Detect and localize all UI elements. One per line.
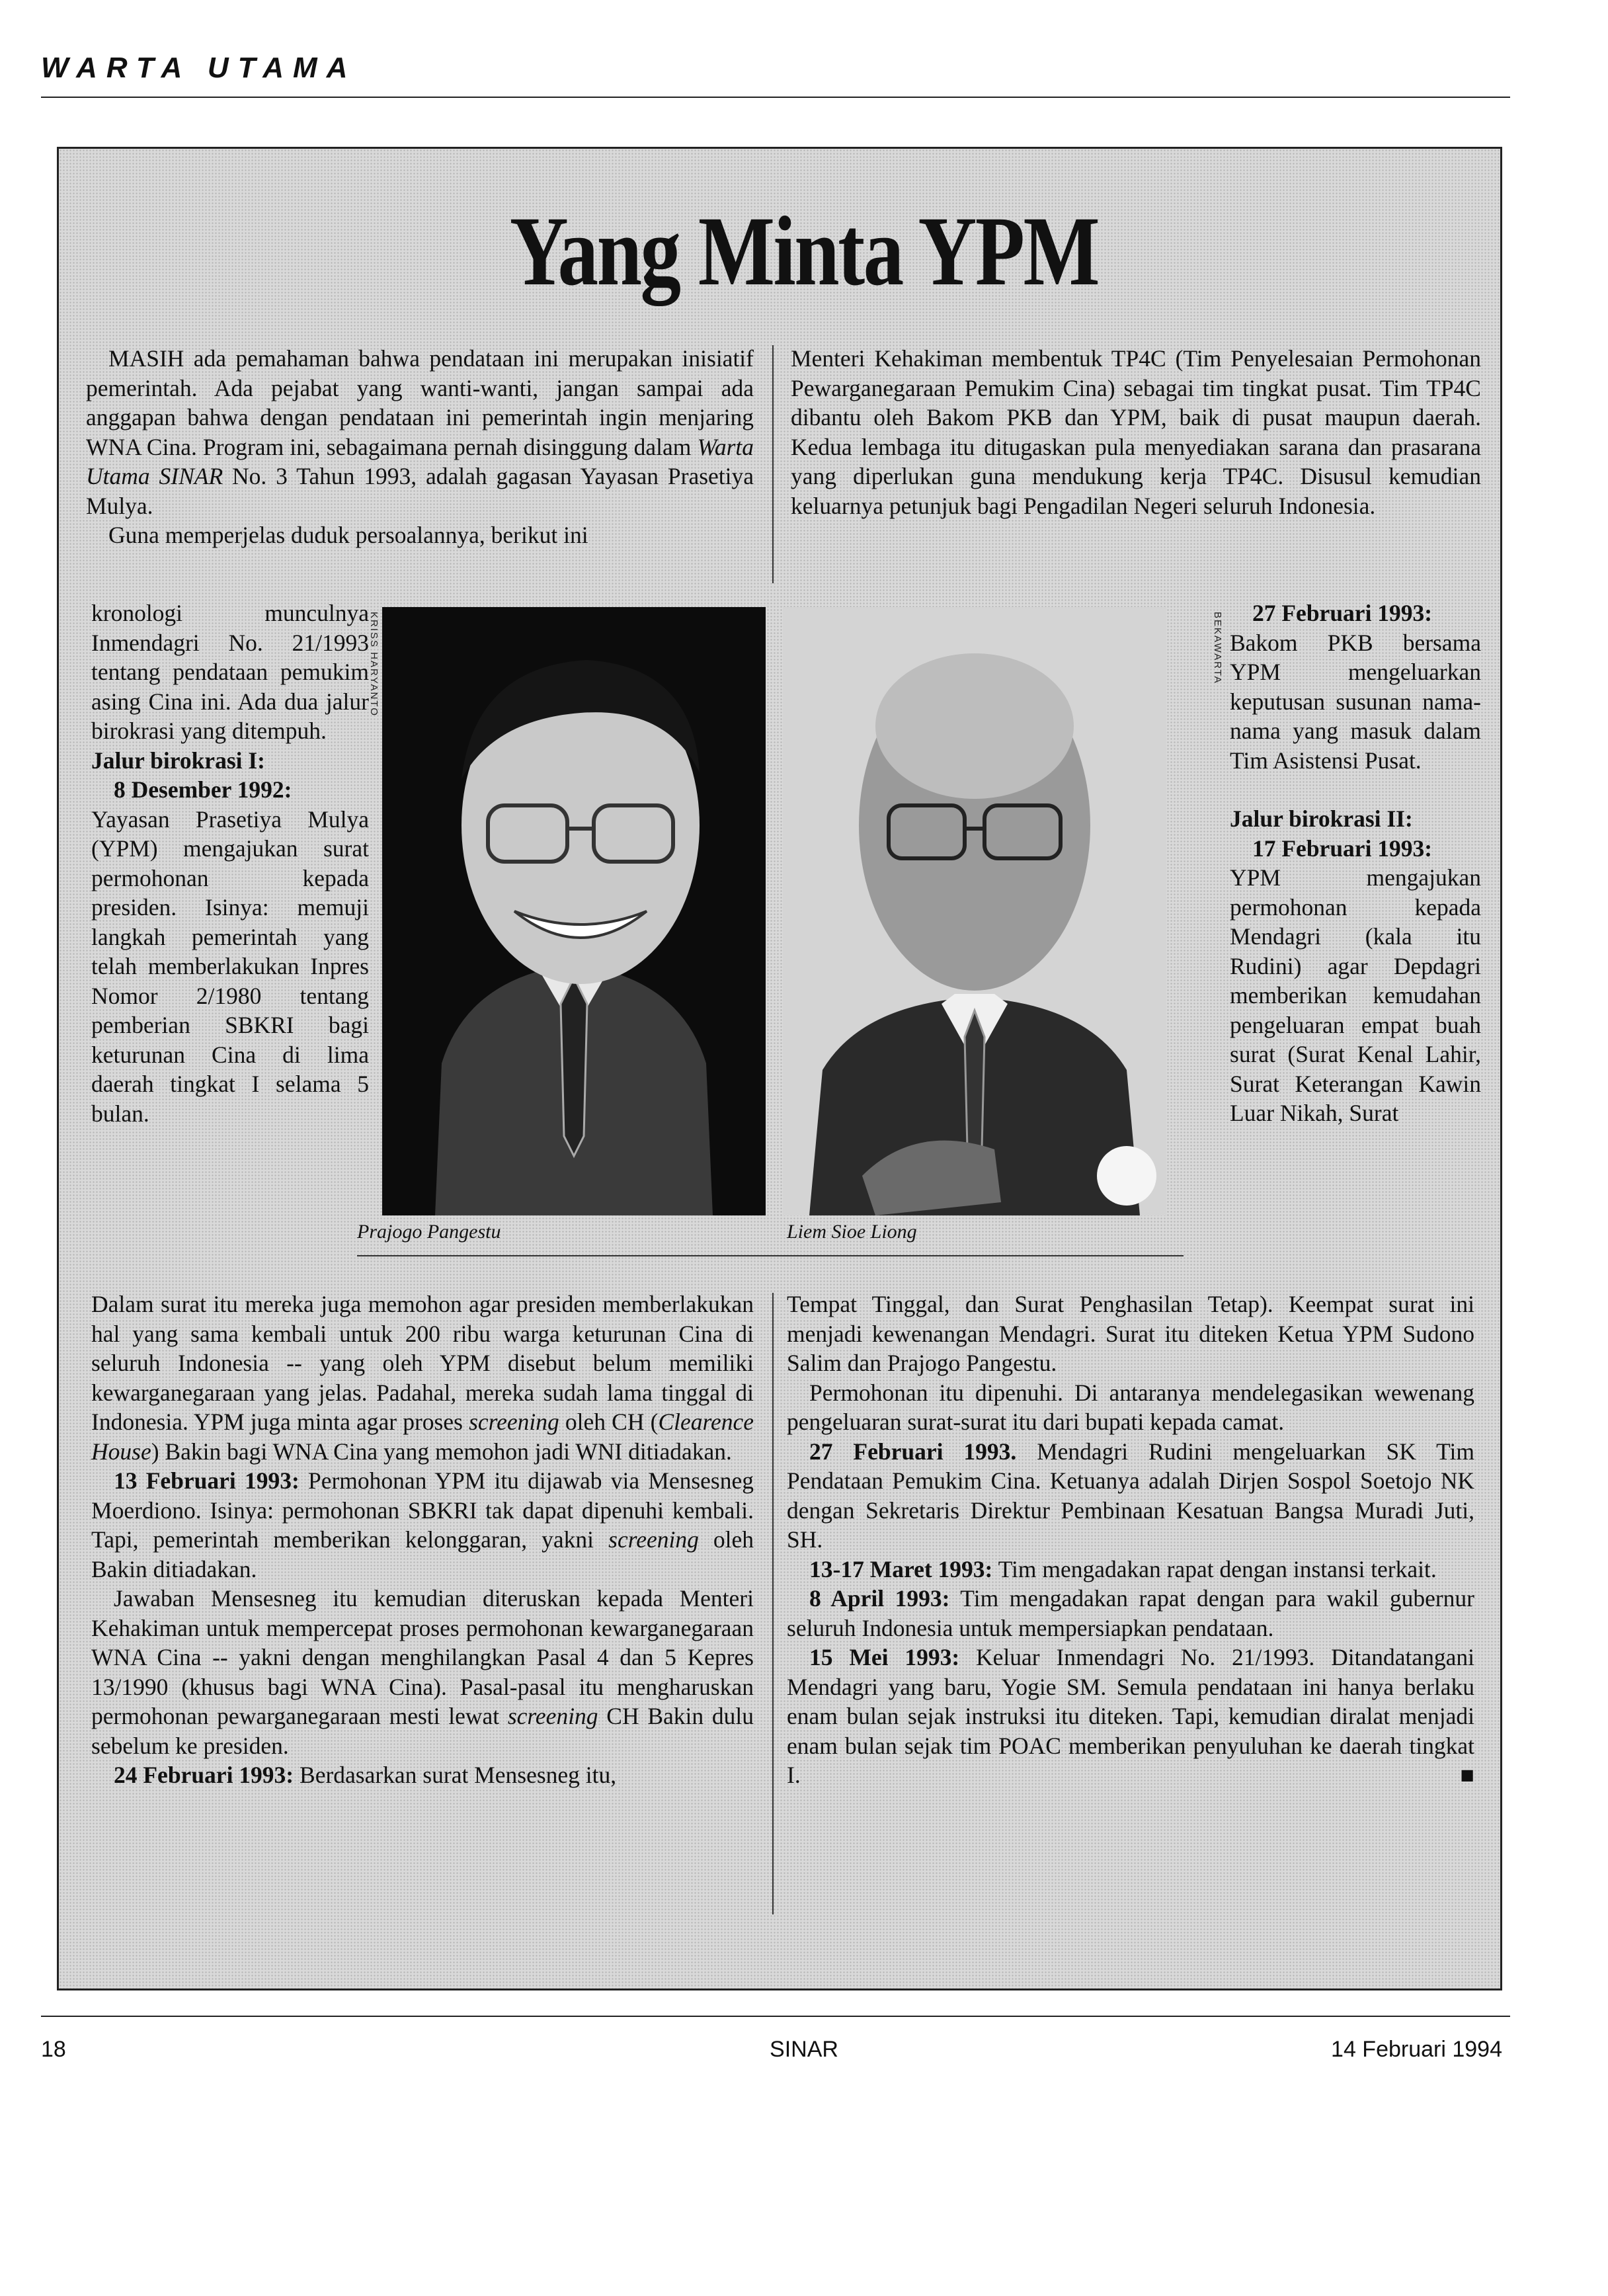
date-label: 13-17 Maret 1993: [809, 1555, 993, 1582]
date-label: 8 April 1993: [809, 1585, 950, 1612]
paragraph-text: oleh CH ( [565, 1409, 659, 1435]
paragraph-text: Guna memperjelas duduk persoalannya, berikut ini [108, 522, 588, 548]
paragraph-text: Bakom PKB bersama YPM mengeluarkan keputusan susunan nama-nama yang masuk dalam Tim Asistensi Pusat. [1230, 629, 1481, 774]
paragraph-text: YPM mengajukan permohonan kepada Mendagri (kala itu Rudini) agar Depdagri memberikan kemudahan pengeluaran empat buah surat (Surat Kenal Lahir, Surat Keterangan Kawin Luar Nikah, Surat [1230, 864, 1481, 1126]
date-label: 27 Februari 1993: [1252, 600, 1433, 626]
paragraph-text: Yayasan Prasetiya Mulya (YPM) mengajukan surat permohonan kepada presiden. Isinya: memuji langkah pemerintah yang telah memberlakukan Inpres Nomor 2/1980 tentang pemberian SBKRI bagi keturunan Cina di lima daerah tingkat I selama 5 bulan. [91, 805, 369, 1127]
date-label: 15 Mei 1993: [809, 1644, 960, 1670]
paragraph-text: Tim mengadakan rapat dengan para wakil gubernur seluruh Indonesia untuk mempersiapkan pendataan. [787, 1585, 1475, 1641]
italic-term: screening [469, 1409, 559, 1435]
column-2-top: Menteri Kehakiman membentuk TP4C (Tim Penyelesaian Permohonan Pewarganegaraan Pemukim Cina) sebagai tim tingkat pusat. Tim TP4C dibantu oleh Bakom PKB dan YPM, baik di pusat maupun daerah. Kedua lembaga itu ditugaskan pula menyediakan sarana dan prasarana yang diperlukan guna mendukung kerja TP4C. Disusul kemudian keluarnya petunjuk bagi Pengadilan Negeri seluruh Indonesia. [791, 345, 1481, 519]
paragraph-text: Permohonan itu dipenuhi. Di antaranya mendelegasikan wewenang pengeluaran surat-surat itu dari bupati kepada camat. [787, 1379, 1474, 1435]
date-label: 24 Februari 1993: [114, 1762, 294, 1788]
photo-liem-sioe-liong [783, 607, 1166, 1215]
paragraph-text: Jawaban Mensesneg itu kemudian diteruskan kepada Menteri Kehakiman untuk mempercepat proses permohonan kewarganegaraan WNA Cina -- yakni dengan menghilangkan Pasal 4 dan 5 Kepres 13/1990 (khusus bagi WNA Cina). Pasal-pasal itu mengharuskan permohonan pewarganegaraan mesti lewat [91, 1585, 754, 1729]
punch-hole [5, 1434, 52, 1480]
paragraph-text: Permohonan YPM itu dijawab via Mensesneg Moerdiono. Isinya: permohonan SBKRI tak dapat dipenuhi kembali. Tapi, pemerintah memberikan kelonggaran, yakni [91, 1467, 754, 1553]
page-number: 18 [41, 2037, 66, 2062]
column-separator [772, 1293, 774, 1914]
column-1-bottom [91, 1290, 754, 1790]
section-header: WARTA UTAMA [41, 52, 357, 84]
italic-term: screening [507, 1703, 598, 1729]
paragraph-text: Tempat Tinggal, dan Surat Penghasilan Tetap). Keempat surat ini menjadi kewenangan Mendagri. Surat itu diteken Ketua YPM Sudono Salim dan Prajogo Pangestu. [787, 1291, 1474, 1376]
paragraph-text: CH Bakin dulu sebelum ke presiden. [91, 1703, 754, 1759]
column-narrow-left [91, 598, 369, 1128]
italic-term: screening [608, 1526, 699, 1553]
headline: Yang Minta YPM [509, 196, 1099, 306]
publication-name: SINAR [770, 2037, 838, 2062]
paragraph-text: Berdasarkan surat Mensesneg itu, [300, 1762, 617, 1788]
subhead-jalur-2: Jalur birokrasi II: [1230, 805, 1413, 832]
column-narrow-right [1230, 598, 1481, 1128]
issue-date: 14 Februari 1994 [1331, 2037, 1502, 2062]
punch-hole [5, 799, 52, 845]
publication-name: Warta Utama SINAR [86, 433, 754, 489]
caption-prajogo-pangestu: Prajogo Pangestu [357, 1221, 501, 1243]
photo-credit: BEKAWARTA [1212, 612, 1223, 684]
date-label: 17 Februari 1993: [1252, 835, 1433, 862]
paragraph-text: MASIH ada pemahaman bahwa pendataan ini merupakan inisiatif pemerintah. Ada pejabat yang wanti-wanti, jangan sampai ada anggapan bahwa dengan pendataan ini pemerintah ingin menjaring WNA Cina. Program ini, sebagaimana pernah disinggung dalam [86, 345, 754, 460]
photo-rule [357, 1255, 1184, 1256]
column-1-top [86, 344, 754, 550]
paragraph-text: No. 3 Tahun 1993, adalah gagasan Yayasan Prasetiya Mulya. [86, 463, 754, 519]
paragraph-text: Keluar Inmendagri No. 21/1993. Ditandatangani Mendagri yang baru, Yogie SM. Semula pendataan ini hanya berlaku enam bulan sejak instruksi itu diteken. Tapi, kemudian diralat menjadi enam bulan sejak tim POAC memberikan penyuluhan ke daerah tingkat I. [787, 1644, 1475, 1788]
end-mark: ■ [1460, 1762, 1474, 1788]
paragraph-text: ) Bakin bagi WNA Cina yang memohon jadi WNI ditiadakan. [151, 1438, 732, 1465]
footer-rule [41, 2016, 1510, 2017]
column-2-bottom [787, 1290, 1474, 1790]
paragraph-text: Tim mengadakan rapat dengan instansi terkait. [998, 1555, 1437, 1582]
photo-prajogo-pangestu [382, 607, 766, 1215]
photo-credit: KRISS HARYANTO [368, 612, 380, 717]
paragraph-text: Dalam surat itu mereka juga memohon agar presiden memberlakukan hal yang sama kembali untuk 200 ribu warga keturunan Cina di seluruh Indonesia -- yang oleh YPM disebut belum memiliki kewarganegaraan yang jelas. Padahal, mereka sudah lama tinggal di Indonesia. YPM juga minta agar proses [91, 1291, 754, 1435]
paragraph-text: Mendagri Rudini mengeluarkan SK Tim Pendataan Pemukim Cina. Ketuanya adalah Dirjen Sospol Soetojo NK dengan Sekretaris Direktur Pembinaan Kesatuan Bangsa Muradi Juti, SH. [787, 1438, 1475, 1553]
date-label: 27 Februari 1993. [809, 1438, 1017, 1465]
paragraph-text: kronologi munculnya Inmendagri No. 21/1993 tentang pendataan pemukim asing Cina ini. Ada dua jalur birokrasi yang ditempuh. [91, 600, 369, 744]
subhead-jalur-1: Jalur birokrasi I: [91, 747, 266, 774]
caption-liem-sioe-liong: Liem Sioe Liong [787, 1221, 917, 1243]
date-label: 13 Februari 1993: [114, 1467, 300, 1494]
column-separator [772, 345, 774, 583]
date-label: 8 Desember 1992: [114, 776, 292, 803]
paragraph-text: oleh Bakin ditiadakan. [91, 1526, 754, 1582]
italic-term: Clearence House [91, 1409, 754, 1465]
header-rule [41, 97, 1510, 98]
